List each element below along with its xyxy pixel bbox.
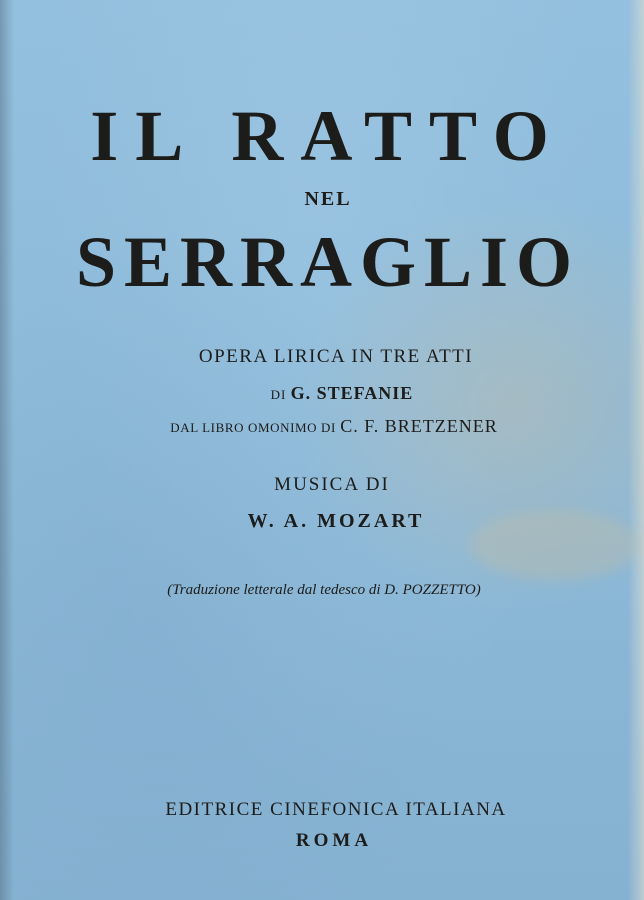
librettist-line [0, 381, 644, 407]
publisher-name: EDITRICE CINEFONICA ITALIANA [165, 799, 507, 820]
music-label: MUSICA DI [274, 474, 390, 495]
librettist-name: G. STEFANIE [290, 383, 414, 403]
title-line-1: IL RATTO [90, 96, 566, 176]
source-author: C. F. BRETZENER [340, 416, 498, 436]
title-line-2: SERRAGLIO [75, 222, 581, 302]
source-line [0, 414, 644, 440]
title-nel: NEL [304, 188, 352, 210]
composer-name: W. A. MOZART [247, 510, 425, 532]
publisher-city: ROMA [295, 830, 373, 851]
librettist-prefix: DI [270, 387, 287, 402]
source-prefix: DAL LIBRO OMONIMO DI [170, 420, 336, 435]
subtitle: OPERA LIRICA IN TRE ATTI [198, 346, 474, 367]
translation-note: (Traduzione letterale dal tedesco di D. POZZETTO) [167, 582, 481, 598]
